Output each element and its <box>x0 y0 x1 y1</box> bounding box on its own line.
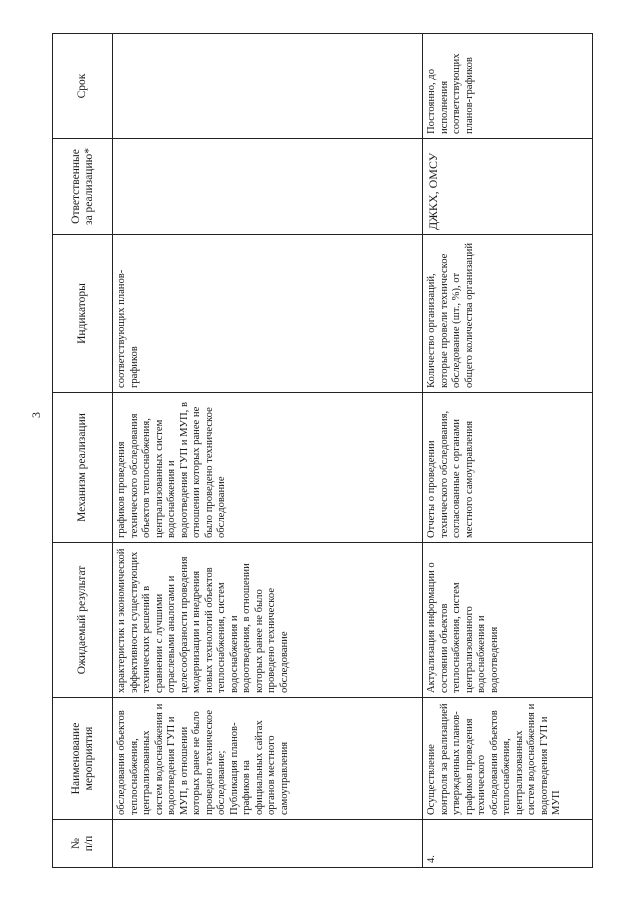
table-row <box>113 34 423 868</box>
cell-result: Актуализация информации о состоянии объектов теплоснабжения, систем централизованного водоснабжения и водоотведения <box>423 543 593 698</box>
cell-name: обследования объектов теплоснабжения, централизованных систем водоснабжения и водоотведения ГУП и МУП, в отношении которых ранее не было проведено техническое обследование; Публикация планов-графиков на официальных сайтах органов местного самоуправления <box>113 698 423 820</box>
header-mechanism: Механизм реализации <box>53 393 113 543</box>
table-header-row <box>53 34 113 868</box>
header-num: № п/п <box>53 820 113 868</box>
activities-table <box>52 33 593 868</box>
page-number: 3 <box>29 412 43 418</box>
cell-responsible <box>113 139 423 235</box>
cell-responsible: ДЖКХ, ОМСУ <box>423 139 593 235</box>
cell-deadline: Постоянно, до исполнения соответствующих планов-графиков <box>423 34 593 139</box>
header-result: Ожидаемый результат <box>53 543 113 698</box>
cell-indicators: Количество организаций, которые провели техническое обследование (шт., %), от общего количества организаций <box>423 235 593 393</box>
cell-result: характеристик и экономической эффективности существующих технических решений в сравнении с лучшими отраслевыми аналогами и целесообразности проведения модернизации и внедрения новых технологий объектов теплоснабжения, систем водоснабжения и водоотведения, в отношении которых ранее не было проведено техническое обследование <box>113 543 423 698</box>
header-indicators: Индикаторы <box>53 235 113 393</box>
rotated-table-wrapper <box>52 34 592 868</box>
header-deadline: Срок <box>53 34 113 139</box>
header-responsible: Ответственные за реализацию* <box>53 139 113 235</box>
cell-num <box>113 820 423 868</box>
cell-indicators: соответствующих планов-графиков <box>113 235 423 393</box>
cell-deadline <box>113 34 423 139</box>
cell-num: 4. <box>423 820 593 868</box>
cell-mechanism: Отчеты о проведении технического обследования, согласованные с органами местного самоуправления <box>423 393 593 543</box>
cell-mechanism: графиков проведения технического обследования объектов теплоснабжения, централизованных систем водоснабжения и водоотведения ГУП и МУП, в отношении которых ранее не было проведено техническое обследование <box>113 393 423 543</box>
table-row <box>423 34 593 868</box>
header-name: Наименование мероприятия <box>53 698 113 820</box>
cell-name: Осуществление контроля за реализацией утвержденных планов-графиков проведения технического обследования объектов теплоснабжения, централизованных систем водоснабжения и водоотведения ГУП и МУП <box>423 698 593 820</box>
